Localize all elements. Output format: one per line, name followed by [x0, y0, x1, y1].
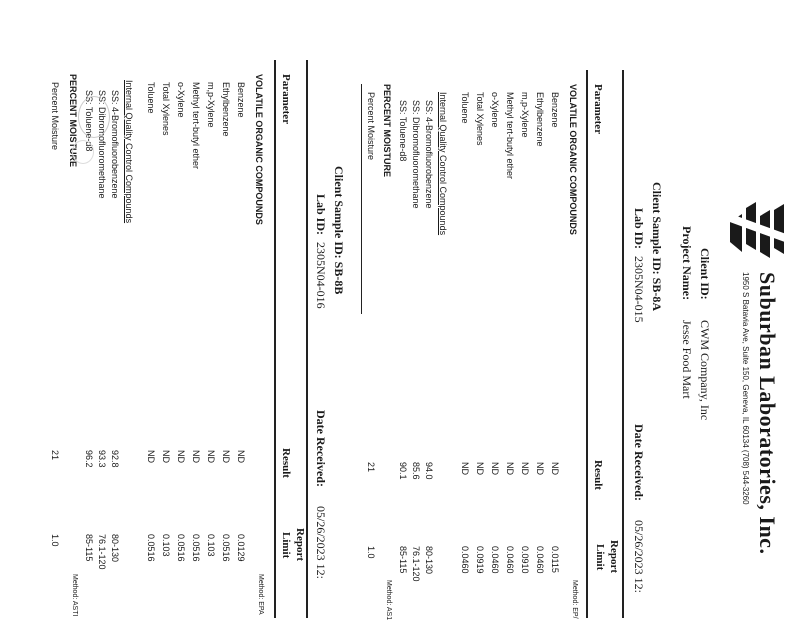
sample-a-lab-id-label: Lab ID:: [632, 208, 646, 250]
sample-b-lab-id-label: Lab ID:: [314, 194, 328, 236]
sample-b-col-limit-1: Report: [294, 528, 306, 561]
sample-b-param-result: ND: [146, 450, 156, 463]
client-id-value: CWM Company, Inc: [698, 320, 712, 421]
sample-b-iqc-param-name: SS: Toluene-d8: [84, 90, 94, 152]
sample-b-col-limit-2: Limit: [280, 532, 292, 559]
sample-a-date-label: Date Received:: [632, 424, 646, 501]
sample-b-date-label: Date Received:: [314, 410, 328, 487]
sample-a-iqc-param-limit: 80-130: [424, 546, 434, 575]
sample-b-pm-limit: 1.0: [50, 534, 60, 547]
sample-b-iqc-param-result: 92.8: [110, 450, 120, 468]
sample-a-iqc-param-result: 85.6: [411, 462, 421, 480]
sample-b-param-name: Ethylbenzene: [221, 82, 231, 137]
sample-b-param-result: ND: [161, 450, 171, 463]
sample-a-pm-result: 21: [366, 462, 376, 473]
sample-a-voc-heading: VOLATILE ORGANIC COMPOUNDS: [568, 84, 578, 235]
sample-b-date-value: 05/26/2023 12:: [314, 506, 328, 580]
sample-b-param-limit: 0.0516: [221, 534, 231, 562]
sample-b-param-name: Benzene: [236, 82, 246, 118]
sample-b-pm-result: 21: [50, 450, 60, 461]
sample-b-iqc-param-result: 96.2: [84, 450, 94, 468]
sample-b-param-name: m,p-Xylene: [206, 82, 216, 128]
sample-b-col-result: Result: [280, 448, 292, 478]
sample-b-param-result: ND: [191, 450, 201, 463]
suburban-labs-logo: [722, 196, 792, 266]
sample-a-param-limit: 0.0460: [535, 546, 545, 574]
lab-address: 1950 S Batavia Ave, Suite 150, Geneva, IL 60134 (708) 544-3260: [741, 272, 750, 505]
sample-b-pm-name: Percent Moisture: [50, 82, 60, 151]
scan-artifact: [72, 140, 94, 164]
sample-a-param-name: Total Xylenes: [475, 92, 485, 146]
sample-a-param-result: ND: [475, 462, 485, 475]
client-id-label: Client ID:: [698, 248, 712, 300]
scan-artifact: [78, 96, 110, 138]
sample-b-lab-id-value: 2305N04-016: [314, 242, 328, 309]
sample-a-param-limit: 0.0460: [460, 546, 470, 574]
sample-a-iqc-param-limit: 85-115: [398, 546, 408, 574]
sample-b-param-name: Toluene: [146, 82, 156, 114]
sample-a-id: Client Sample ID: SB-8A: [650, 182, 664, 312]
sample-b-voc-method: Method: EPA: [257, 574, 264, 615]
sample-b-iqc-param-result: 93.3: [97, 450, 107, 468]
sample-b-param-limit: 0.0516: [176, 534, 186, 562]
sample-b-param-name: o-Xylene: [176, 82, 186, 118]
sample-a-param-result: ND: [550, 462, 560, 475]
sample-b-pm-heading: PERCENT MOISTURE: [68, 74, 78, 168]
sample-a-param-limit: 0.0115: [550, 546, 560, 573]
sample-b-param-result: ND: [206, 450, 216, 463]
sample-b-param-result: ND: [236, 450, 246, 463]
sample-b-iqc-param-limit: 76.1-120: [97, 534, 107, 570]
sample-a-pm-method: Method: AS1: [385, 580, 392, 620]
sample-b-iqc-param-limit: 80-130: [110, 534, 120, 563]
sample-a-param-result: ND: [505, 462, 515, 475]
sample-a-param-result: ND: [460, 462, 470, 475]
sample-a-col-limit-1: Report: [608, 540, 620, 573]
sample-a-col-parameter: Parameter: [592, 84, 604, 135]
sample-b-header-rule: [307, 60, 309, 618]
sample-a-pm-name: Percent Moisture: [366, 92, 376, 161]
sample-a-iqc-param-name: SS: 4-Bromofluorobenzene: [424, 100, 434, 209]
sample-b-col-parameter: Parameter: [280, 74, 292, 125]
sample-a-param-result: ND: [535, 462, 545, 475]
sample-a-iqc-param-name: SS: Dibromofluoromethane: [411, 100, 421, 209]
sample-a-voc-method: Method: EP/: [571, 580, 578, 619]
sample-a-lab-id-value: 2305N04-015: [632, 256, 646, 323]
lab-name: Suburban Laboratories, Inc.: [755, 272, 780, 555]
sample-a-param-limit: 0.0910: [520, 546, 530, 574]
sample-b-param-limit: 0.103: [206, 534, 216, 557]
sample-a-iqc-param-result: 94.0: [424, 462, 434, 480]
sample-a-date-value: 05/26/2023 12:: [632, 520, 646, 594]
sample-b-id: Client Sample ID: SB-8B: [332, 166, 346, 295]
sample-a-param-limit: 0.0919: [475, 546, 485, 574]
sample-a-iqc-param-limit: 76.1-120: [411, 546, 421, 582]
sample-a-col-result: Result: [592, 460, 604, 490]
sample-b-iqc-param-name: SS: 4-Bromofluorobenzene: [110, 90, 120, 199]
sample-b-param-name: Total Xylenes: [161, 82, 171, 136]
sample-a-iqc-param-name: SS: Toluene-d8: [398, 100, 408, 162]
sample-b-param-name: Methyl tert-butyl ether: [191, 82, 201, 170]
sample-a-pm-heading: PERCENT MOISTURE: [382, 84, 392, 178]
sample-a-end-rule: [361, 84, 362, 314]
sample-a-param-limit: 0.0460: [505, 546, 515, 574]
sample-a-param-result: ND: [520, 462, 530, 475]
sample-b-param-result: ND: [221, 450, 231, 463]
sample-a-param-name: m,p-Xylene: [520, 92, 530, 138]
sample-b-iqc-param-limit: 85-115: [84, 534, 94, 562]
sample-a-col-rule: [587, 70, 589, 618]
sample-a-pm-limit: 1.0: [366, 546, 376, 559]
project-name-value: Jesse Food Mart: [680, 320, 694, 399]
sample-a-header-rule: [623, 70, 625, 618]
sample-a-param-name: Toluene: [460, 92, 470, 124]
sample-b-param-limit: 0.0129: [236, 534, 246, 562]
sample-a-param-name: Benzene: [550, 92, 560, 128]
sample-b-pm-method: Method: ASTI: [71, 574, 78, 617]
sample-b-param-limit: 0.0516: [191, 534, 201, 562]
sample-b-iqc-param-name: SS: Dibromofluoromethane: [97, 90, 107, 199]
sample-b-param-limit: 0.0516: [146, 534, 156, 562]
sample-a-param-name: Ethylbenzene: [535, 92, 545, 147]
sample-b-param-limit: 0.103: [161, 534, 171, 557]
project-name-label: Project Name:: [680, 226, 694, 301]
sample-a-iqc-heading: Internal Quality Control Compounds: [438, 92, 448, 236]
sample-b-iqc-heading: Internal Quality Control Compounds: [124, 80, 134, 224]
sample-a-param-result: ND: [490, 462, 500, 475]
sample-a-param-limit: 0.0460: [490, 546, 500, 574]
sample-a-param-name: Methyl tert-butyl ether: [505, 92, 515, 180]
sample-a-col-limit-2: Limit: [594, 544, 606, 571]
sample-b-col-rule: [275, 60, 277, 618]
sample-a-iqc-param-result: 90.1: [398, 462, 408, 480]
sample-b-param-result: ND: [176, 450, 186, 463]
sample-b-voc-heading: VOLATILE ORGANIC COMPOUNDS: [254, 74, 264, 225]
sample-a-param-name: o-Xylene: [490, 92, 500, 128]
